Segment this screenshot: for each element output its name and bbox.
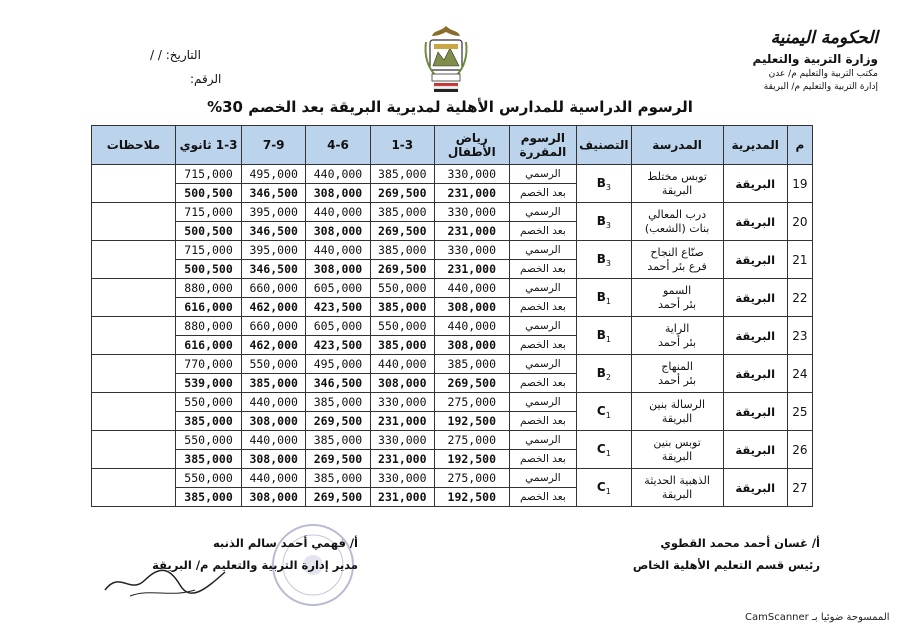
col-grades-4-6: 4-6 xyxy=(306,126,370,165)
fee-discounted: 192,500 xyxy=(434,450,509,469)
school-branch: بئر أحمد xyxy=(658,335,697,349)
ministry-name: وزارة التربية والتعليم xyxy=(752,52,878,66)
table-row-official xyxy=(92,355,813,374)
fee-discounted: 500,500 xyxy=(176,184,242,203)
classification-cell: $B_3$ xyxy=(577,165,631,203)
fee-official: 715,000 xyxy=(176,203,242,222)
school-branch: بئر أحمد xyxy=(658,297,697,311)
signer-right-title: رئيس قسم التعليم الأهلية الخاص xyxy=(632,558,820,572)
notes-cell xyxy=(92,165,176,203)
school-cell xyxy=(631,355,723,393)
fee-discounted: 231,000 xyxy=(370,412,434,431)
table-row-official xyxy=(92,165,813,184)
fee-type-discount: بعد الخصم xyxy=(509,412,577,431)
signer-right-name: أ/ غسان أحمد محمد القطوي xyxy=(660,536,820,550)
col-grades-7-9: 7-9 xyxy=(242,126,306,165)
fee-discounted: 231,000 xyxy=(370,450,434,469)
district-cell: البريقة xyxy=(723,431,787,469)
letterhead xyxy=(658,28,878,92)
district-cell: البريقة xyxy=(723,317,787,355)
row-number: 27 xyxy=(787,469,812,507)
classification-cell: $B_1$ xyxy=(577,317,631,355)
signer-left-name: أ/ فهمي أحمد سالم الذنبه xyxy=(212,536,358,550)
district-cell: البريقة xyxy=(723,393,787,431)
row-number: 25 xyxy=(787,393,812,431)
table-row-official xyxy=(92,469,813,488)
signer-left-title: مدير إدارة التربية والتعليم م/ البريقة xyxy=(152,558,358,572)
fee-official: 715,000 xyxy=(176,165,242,184)
fee-discounted: 385,000 xyxy=(242,374,306,393)
fee-type-official: الرسمي xyxy=(509,469,577,488)
fee-type-discount: بعد الخصم xyxy=(509,298,577,317)
fee-type-official: الرسمي xyxy=(509,279,577,298)
fee-discounted: 192,500 xyxy=(434,488,509,507)
fee-discounted: 308,000 xyxy=(306,222,370,241)
fee-official: 385,000 xyxy=(306,393,370,412)
fee-discounted: 385,000 xyxy=(370,298,434,317)
table-row-official xyxy=(92,317,813,336)
table-row-official xyxy=(92,431,813,450)
fee-official: 330,000 xyxy=(434,241,509,260)
fee-official: 550,000 xyxy=(176,393,242,412)
fee-type-official: الرسمي xyxy=(509,203,577,222)
school-branch: البريقة xyxy=(661,411,693,425)
school-branch: فرع بئر أحمد xyxy=(647,259,707,273)
fee-official: 660,000 xyxy=(242,279,306,298)
fee-official: 385,000 xyxy=(370,203,434,222)
fee-official: 275,000 xyxy=(434,431,509,450)
table-row-official xyxy=(92,203,813,222)
fee-discounted: 500,500 xyxy=(176,260,242,279)
fee-official: 385,000 xyxy=(306,431,370,450)
school-name: الرسالة بنين xyxy=(649,397,706,411)
fee-discounted: 269,500 xyxy=(306,488,370,507)
fee-discounted: 308,000 xyxy=(306,184,370,203)
fee-official: 550,000 xyxy=(370,317,434,336)
fee-official: 440,000 xyxy=(434,317,509,336)
fee-discounted: 616,000 xyxy=(176,298,242,317)
notes-cell xyxy=(92,241,176,279)
fee-type-official: الرسمي xyxy=(509,355,577,374)
notes-cell xyxy=(92,203,176,241)
table-header-row xyxy=(92,126,813,165)
row-number: 20 xyxy=(787,203,812,241)
table-row-official xyxy=(92,279,813,298)
col-classification: التصنيف xyxy=(577,126,631,165)
document-title: الرسوم الدراسية للمدارس الأهلية لمديرية البريقة بعد الخصم 30% xyxy=(207,98,693,116)
col-notes: ملاحظات xyxy=(92,126,176,165)
fee-official: 550,000 xyxy=(176,431,242,450)
fee-discounted: 308,000 xyxy=(242,488,306,507)
fee-official: 880,000 xyxy=(176,317,242,336)
classification-cell: $B_3$ xyxy=(577,203,631,241)
notes-cell xyxy=(92,431,176,469)
row-number: 22 xyxy=(787,279,812,317)
fee-official: 275,000 xyxy=(434,393,509,412)
fee-discounted: 616,000 xyxy=(176,336,242,355)
school-branch: بنات (الشعب) xyxy=(644,221,710,235)
school-cell xyxy=(631,165,723,203)
date-label: التاريخ: / / xyxy=(150,48,201,62)
fee-discounted: 385,000 xyxy=(176,450,242,469)
fee-discounted: 462,000 xyxy=(242,336,306,355)
fee-type-official: الرسمي xyxy=(509,431,577,450)
classification-cell: $B_3$ xyxy=(577,241,631,279)
fee-official: 440,000 xyxy=(306,241,370,260)
fee-discounted: 269,500 xyxy=(306,450,370,469)
table-row-official xyxy=(92,393,813,412)
fee-type-discount: بعد الخصم xyxy=(509,374,577,393)
fee-official: 715,000 xyxy=(176,241,242,260)
col-kindergarten: رياض الأطفال xyxy=(434,126,509,165)
fee-type-discount: بعد الخصم xyxy=(509,336,577,355)
school-name: درب المعالي xyxy=(648,207,707,221)
fee-official: 330,000 xyxy=(370,431,434,450)
fee-official: 770,000 xyxy=(176,355,242,374)
fee-discounted: 231,000 xyxy=(370,488,434,507)
fee-discounted: 385,000 xyxy=(176,488,242,507)
reference-label: الرقم: xyxy=(190,72,222,86)
school-name: الذهبية الحديثة xyxy=(644,473,710,487)
school-cell xyxy=(631,317,723,355)
fee-type-discount: بعد الخصم xyxy=(509,184,577,203)
government-name: الحكومة اليمنية xyxy=(770,28,878,48)
office-name: مكتب التربية والتعليم م/ عدن xyxy=(768,69,878,79)
district-cell: البريقة xyxy=(723,355,787,393)
fee-discounted: 308,000 xyxy=(370,374,434,393)
fee-discounted: 269,500 xyxy=(434,374,509,393)
school-branch: البريقة xyxy=(661,183,693,197)
fee-official: 385,000 xyxy=(434,355,509,374)
fee-official: 385,000 xyxy=(306,469,370,488)
fee-official: 275,000 xyxy=(434,469,509,488)
fee-discounted: 269,500 xyxy=(370,184,434,203)
school-cell xyxy=(631,241,723,279)
fee-discounted: 346,500 xyxy=(242,260,306,279)
fee-discounted: 308,000 xyxy=(434,336,509,355)
school-cell xyxy=(631,279,723,317)
school-name: صنّاع النجاح xyxy=(650,245,704,259)
fee-discounted: 308,000 xyxy=(242,450,306,469)
fee-discounted: 269,500 xyxy=(370,260,434,279)
district-cell: البريقة xyxy=(723,469,787,507)
fee-discounted: 539,000 xyxy=(176,374,242,393)
fee-discounted: 308,000 xyxy=(242,412,306,431)
fee-official: 880,000 xyxy=(176,279,242,298)
district-cell: البريقة xyxy=(723,241,787,279)
fee-official: 440,000 xyxy=(242,431,306,450)
school-branch: البريقة xyxy=(661,449,693,463)
fee-official: 440,000 xyxy=(242,469,306,488)
fee-type-official: الرسمي xyxy=(509,241,577,260)
school-cell xyxy=(631,469,723,507)
signature-right xyxy=(604,536,820,572)
fee-discounted: 231,000 xyxy=(434,260,509,279)
row-number: 26 xyxy=(787,431,812,469)
col-school: المدرسة xyxy=(631,126,723,165)
fee-discounted: 346,500 xyxy=(242,222,306,241)
fee-official: 495,000 xyxy=(242,165,306,184)
signature-left xyxy=(118,536,358,572)
fee-discounted: 423,500 xyxy=(306,336,370,355)
fee-official: 330,000 xyxy=(434,165,509,184)
fee-official: 385,000 xyxy=(370,241,434,260)
fee-type-discount: بعد الخصم xyxy=(509,222,577,241)
row-number: 23 xyxy=(787,317,812,355)
fee-discounted: 269,500 xyxy=(306,412,370,431)
col-grades-1-3: 1-3 xyxy=(370,126,434,165)
fee-official: 605,000 xyxy=(306,279,370,298)
fee-discounted: 308,000 xyxy=(434,298,509,317)
col-secondary: 1-3 ثانوي xyxy=(176,126,242,165)
fees-table xyxy=(91,125,813,507)
school-cell xyxy=(631,393,723,431)
fee-official: 440,000 xyxy=(370,355,434,374)
school-branch: البريقة xyxy=(661,487,693,501)
fee-discounted: 500,500 xyxy=(176,222,242,241)
row-number: 21 xyxy=(787,241,812,279)
school-name: توبس بنين xyxy=(653,435,701,449)
notes-cell xyxy=(92,469,176,507)
row-number: 19 xyxy=(787,165,812,203)
fee-official: 440,000 xyxy=(434,279,509,298)
fee-discounted: 231,000 xyxy=(434,184,509,203)
school-cell xyxy=(631,203,723,241)
fee-official: 550,000 xyxy=(370,279,434,298)
notes-cell xyxy=(92,355,176,393)
classification-cell: $C_1$ xyxy=(577,431,631,469)
fee-type-official: الرسمي xyxy=(509,317,577,336)
fee-discounted: 385,000 xyxy=(370,336,434,355)
classification-cell: $B_2$ xyxy=(577,355,631,393)
fee-official: 550,000 xyxy=(176,469,242,488)
department-name: إدارة التربية والتعليم م/ البريقة xyxy=(763,82,878,92)
row-number: 24 xyxy=(787,355,812,393)
col-fees: الرسوم المقررة xyxy=(509,126,577,165)
yemen-emblem-icon xyxy=(420,22,472,94)
notes-cell xyxy=(92,317,176,355)
fee-discounted: 346,500 xyxy=(242,184,306,203)
notes-cell xyxy=(92,393,176,431)
school-name: السمو xyxy=(662,283,692,297)
district-cell: البريقة xyxy=(723,165,787,203)
fee-official: 605,000 xyxy=(306,317,370,336)
fee-type-discount: بعد الخصم xyxy=(509,260,577,279)
fee-discounted: 192,500 xyxy=(434,412,509,431)
fee-official: 440,000 xyxy=(242,393,306,412)
school-name: المنهاج xyxy=(661,359,693,373)
col-district: المديرية xyxy=(723,126,787,165)
school-name: توبس مختلط xyxy=(647,169,707,183)
fee-discounted: 231,000 xyxy=(434,222,509,241)
fee-type-discount: بعد الخصم xyxy=(509,488,577,507)
fee-discounted: 423,500 xyxy=(306,298,370,317)
fee-discounted: 269,500 xyxy=(370,222,434,241)
fee-official: 395,000 xyxy=(242,203,306,222)
fee-official: 660,000 xyxy=(242,317,306,336)
fee-official: 440,000 xyxy=(306,203,370,222)
fee-official: 385,000 xyxy=(370,165,434,184)
classification-cell: $C_1$ xyxy=(577,393,631,431)
fee-official: 495,000 xyxy=(306,355,370,374)
fee-type-official: الرسمي xyxy=(509,165,577,184)
classification-cell: $B_1$ xyxy=(577,279,631,317)
fee-discounted: 462,000 xyxy=(242,298,306,317)
school-name: الراية xyxy=(664,321,690,335)
col-no: م xyxy=(787,126,812,165)
notes-cell xyxy=(92,279,176,317)
school-cell xyxy=(631,431,723,469)
table-row-official xyxy=(92,241,813,260)
district-cell: البريقة xyxy=(723,279,787,317)
district-cell: البريقة xyxy=(723,203,787,241)
school-branch: بئر أحمد xyxy=(658,373,697,387)
fee-official: 440,000 xyxy=(306,165,370,184)
fee-official: 330,000 xyxy=(434,203,509,222)
fee-discounted: 346,500 xyxy=(306,374,370,393)
scanner-watermark: الممسوحة ضوئيا بـ CamScanner xyxy=(745,612,890,623)
fee-discounted: 308,000 xyxy=(306,260,370,279)
fee-official: 330,000 xyxy=(370,393,434,412)
classification-cell: $C_1$ xyxy=(577,469,631,507)
fee-official: 330,000 xyxy=(370,469,434,488)
fee-official: 395,000 xyxy=(242,241,306,260)
fee-discounted: 385,000 xyxy=(176,412,242,431)
fee-type-discount: بعد الخصم xyxy=(509,450,577,469)
fee-official: 550,000 xyxy=(242,355,306,374)
fee-type-official: الرسمي xyxy=(509,393,577,412)
